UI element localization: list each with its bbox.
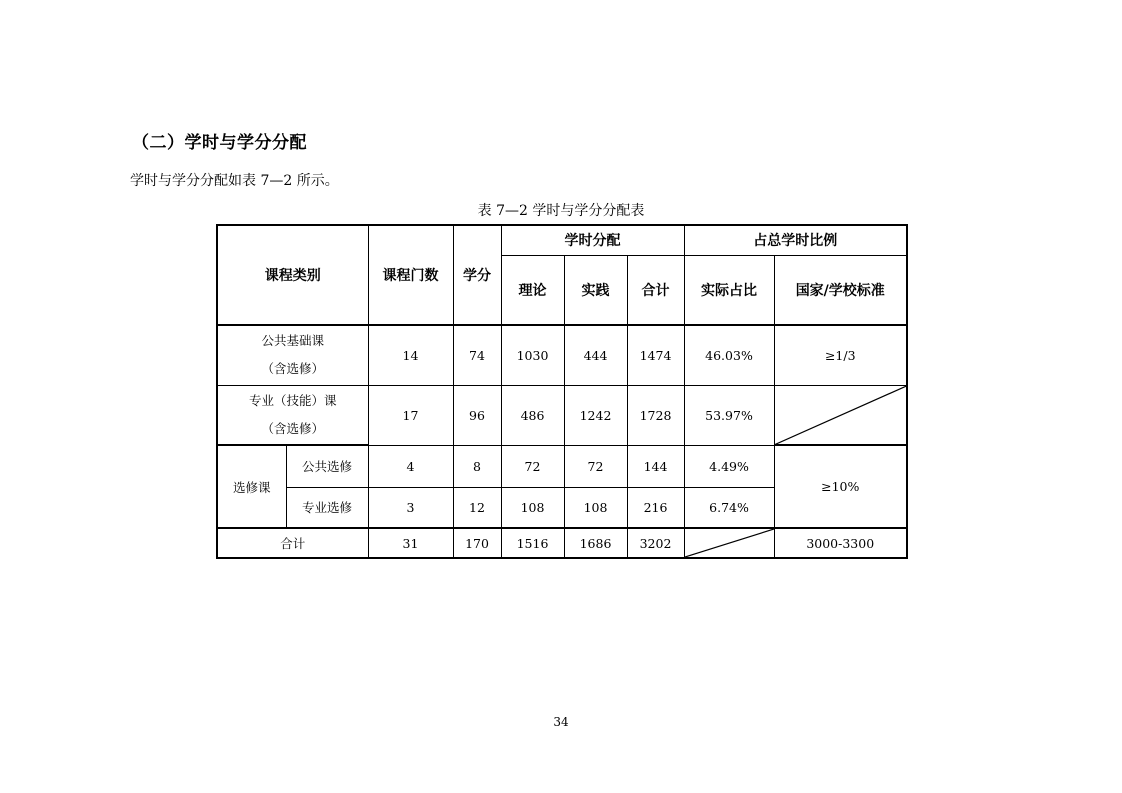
row-public-basic-name [217,325,368,385]
table-row [217,325,907,385]
cell-theory: 72 [501,445,564,487]
cell-credits: 12 [453,487,501,528]
row-name-line1: 公共基础课 [261,333,324,349]
diagonal-empty-cell [774,385,907,445]
row-professional-name [217,385,368,445]
cell-credits: 74 [453,325,501,385]
cell-count: 3 [368,487,453,528]
table-row [217,385,907,445]
cell-theory: 1516 [501,528,564,558]
cell-total: 144 [627,445,684,487]
header-theory: 理论 [501,255,564,325]
row-name-line2: （含选修） [261,361,324,377]
cell-count: 14 [368,325,453,385]
cell-total: 216 [627,487,684,528]
table-row [217,445,907,487]
table-caption: 表 7—2 学时与学分分配表 [477,203,645,219]
section-heading: （二）学时与学分分配 [132,133,307,153]
row-public-elective-name: 公共选修 [286,445,368,487]
cell-actual: 4.49% [684,445,774,487]
cell-count: 17 [368,385,453,445]
page-number: 34 [553,715,569,729]
header-category: 课程类别 [217,225,368,325]
cell-practice: 1242 [564,385,627,445]
intro-paragraph: 学时与学分分配如表 7—2 所示。 [130,173,339,189]
hours-credits-table [216,224,906,557]
header-credits: 学分 [453,225,501,325]
cell-count: 4 [368,445,453,487]
cell-practice: 444 [564,325,627,385]
cell-practice: 1686 [564,528,627,558]
diagonal-empty-cell [684,528,774,558]
diagonal-line [775,386,907,445]
row-name-line1: 专业（技能）课 [248,392,337,408]
row-sum-name: 合计 [217,528,368,558]
header-course-count: 课程门数 [368,225,453,325]
cell-actual: 53.97% [684,385,774,445]
cell-credits: 96 [453,385,501,445]
cell-theory: 1030 [501,325,564,385]
cell-total: 1728 [627,385,684,445]
header-practice: 实践 [564,255,627,325]
header-ratio-group: 占总学时比例 [684,225,907,255]
cell-count: 31 [368,528,453,558]
header-total: 合计 [627,255,684,325]
cell-theory: 486 [501,385,564,445]
row-name-line2: （含选修） [261,420,324,436]
header-standard: 国家/学校标准 [774,255,907,325]
diagonal-line [685,529,774,557]
elective-label: 选修课 [217,445,286,528]
cell-standard: 3000-3300 [774,528,907,558]
cell-credits: 170 [453,528,501,558]
cell-standard: ≥1/3 [774,325,907,385]
cell-credits: 8 [453,445,501,487]
cell-actual: 46.03% [684,325,774,385]
cell-practice: 108 [564,487,627,528]
header-hours-group: 学时分配 [501,225,684,255]
header-actual-ratio: 实际占比 [684,255,774,325]
cell-practice: 72 [564,445,627,487]
cell-actual: 6.74% [684,487,774,528]
row-professional-elective-name: 专业选修 [286,487,368,528]
elective-standard: ≥10% [774,445,907,528]
cell-total: 3202 [627,528,684,558]
table-row [217,528,907,558]
cell-total: 1474 [627,325,684,385]
cell-theory: 108 [501,487,564,528]
